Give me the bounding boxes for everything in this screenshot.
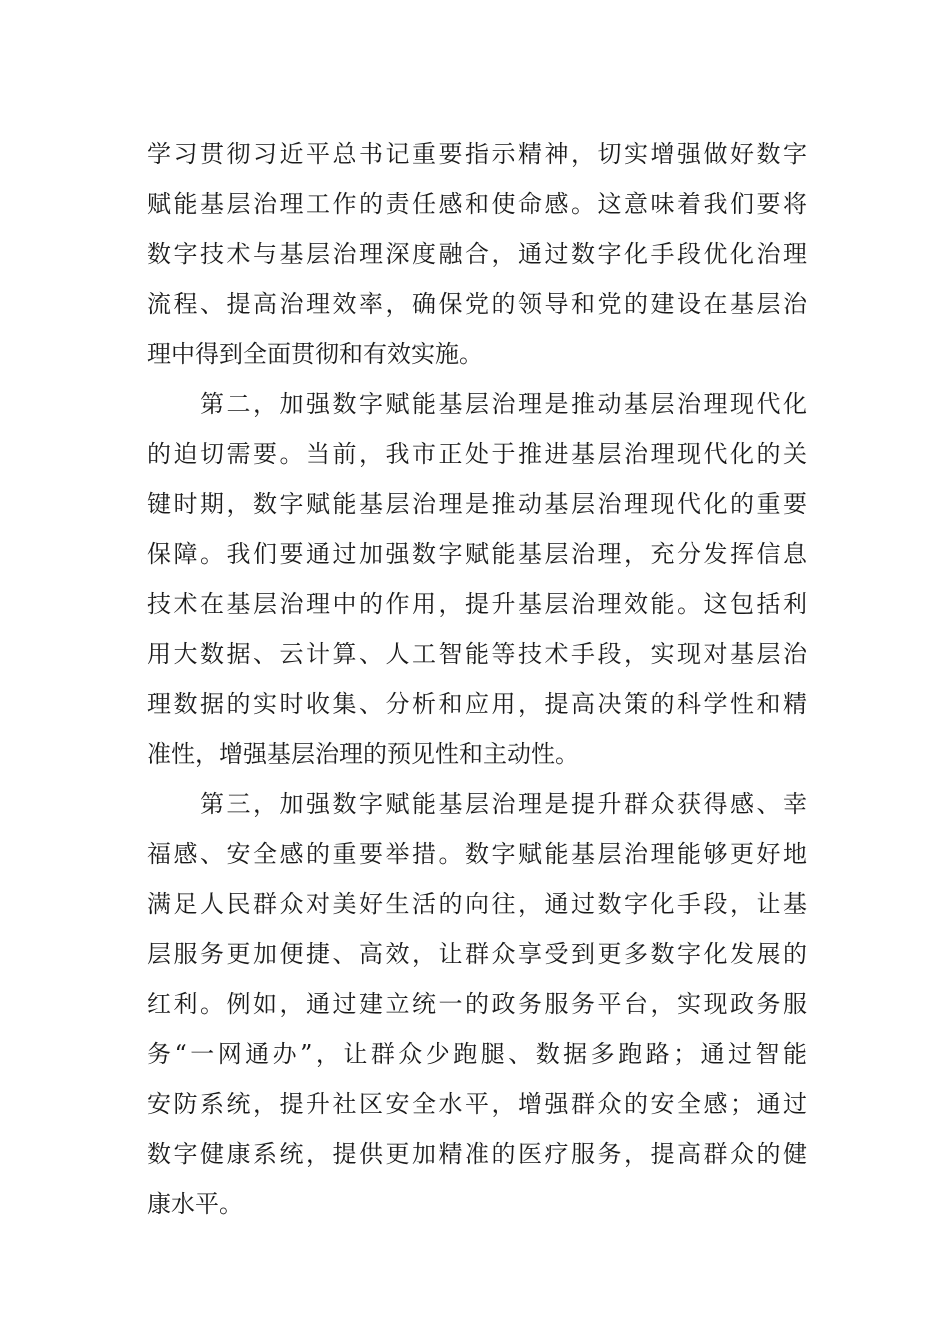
paragraph-line: 技术在基层治理中的作用，提升基层治理效能。这包括利 [147,590,807,618]
paragraph-line: 键时期，数字赋能基层治理是推动基层治理现代化的重要 [147,490,807,518]
paragraph-line: 满足人民群众对美好生活的向往，通过数字化手段，让基 [147,890,807,918]
paragraph-line: 福感、安全感的重要举措。数字赋能基层治理能够更好地 [147,840,807,868]
paragraph-line: 理数据的实时收集、分析和应用，提高决策的科学性和精 [147,690,807,718]
paragraph-line: 层服务更加便捷、高效，让群众享受到更多数字化发展的 [147,940,807,968]
paragraph-line: 流程、提高治理效率，确保党的领导和党的建设在基层治 [147,290,807,318]
paragraph-line: 务“一网通办”，让群众少跑腿、数据多跑路；通过智能 [147,1040,807,1068]
paragraph-line: 第二，加强数字赋能基层治理是推动基层治理现代化 [200,390,807,418]
paragraph-line: 的迫切需要。当前，我市正处于推进基层治理现代化的关 [147,440,807,468]
paragraph-line: 红利。例如，通过建立统一的政务服务平台，实现政务服 [147,990,807,1018]
paragraph-line: 学习贯彻习近平总书记重要指示精神，切实增强做好数字 [147,140,807,168]
paragraph-line: 安防系统，提升社区安全水平，增强群众的安全感；通过 [147,1090,807,1118]
paragraph-line: 理中得到全面贯彻和有效实施。 [147,340,483,368]
paragraph-line: 赋能基层治理工作的责任感和使命感。这意味着我们要将 [147,190,807,218]
paragraph-line: 用大数据、云计算、人工智能等技术手段，实现对基层治 [147,640,807,668]
paragraph-line: 康水平。 [147,1190,243,1218]
paragraph-2 [147,379,807,779]
paragraph-3 [147,779,807,1229]
paragraph-line: 数字健康系统，提供更加精准的医疗服务，提高群众的健 [147,1140,807,1168]
paragraph-line: 数字技术与基层治理深度融合，通过数字化手段优化治理 [147,240,807,268]
paragraph-line: 准性，增强基层治理的预见性和主动性。 [147,740,579,768]
paragraph-line: 第三，加强数字赋能基层治理是提升群众获得感、幸 [200,790,807,818]
document-body [147,129,807,1229]
paragraph-line: 保障。我们要通过加强数字赋能基层治理，充分发挥信息 [147,540,807,568]
paragraph-1 [147,129,807,379]
